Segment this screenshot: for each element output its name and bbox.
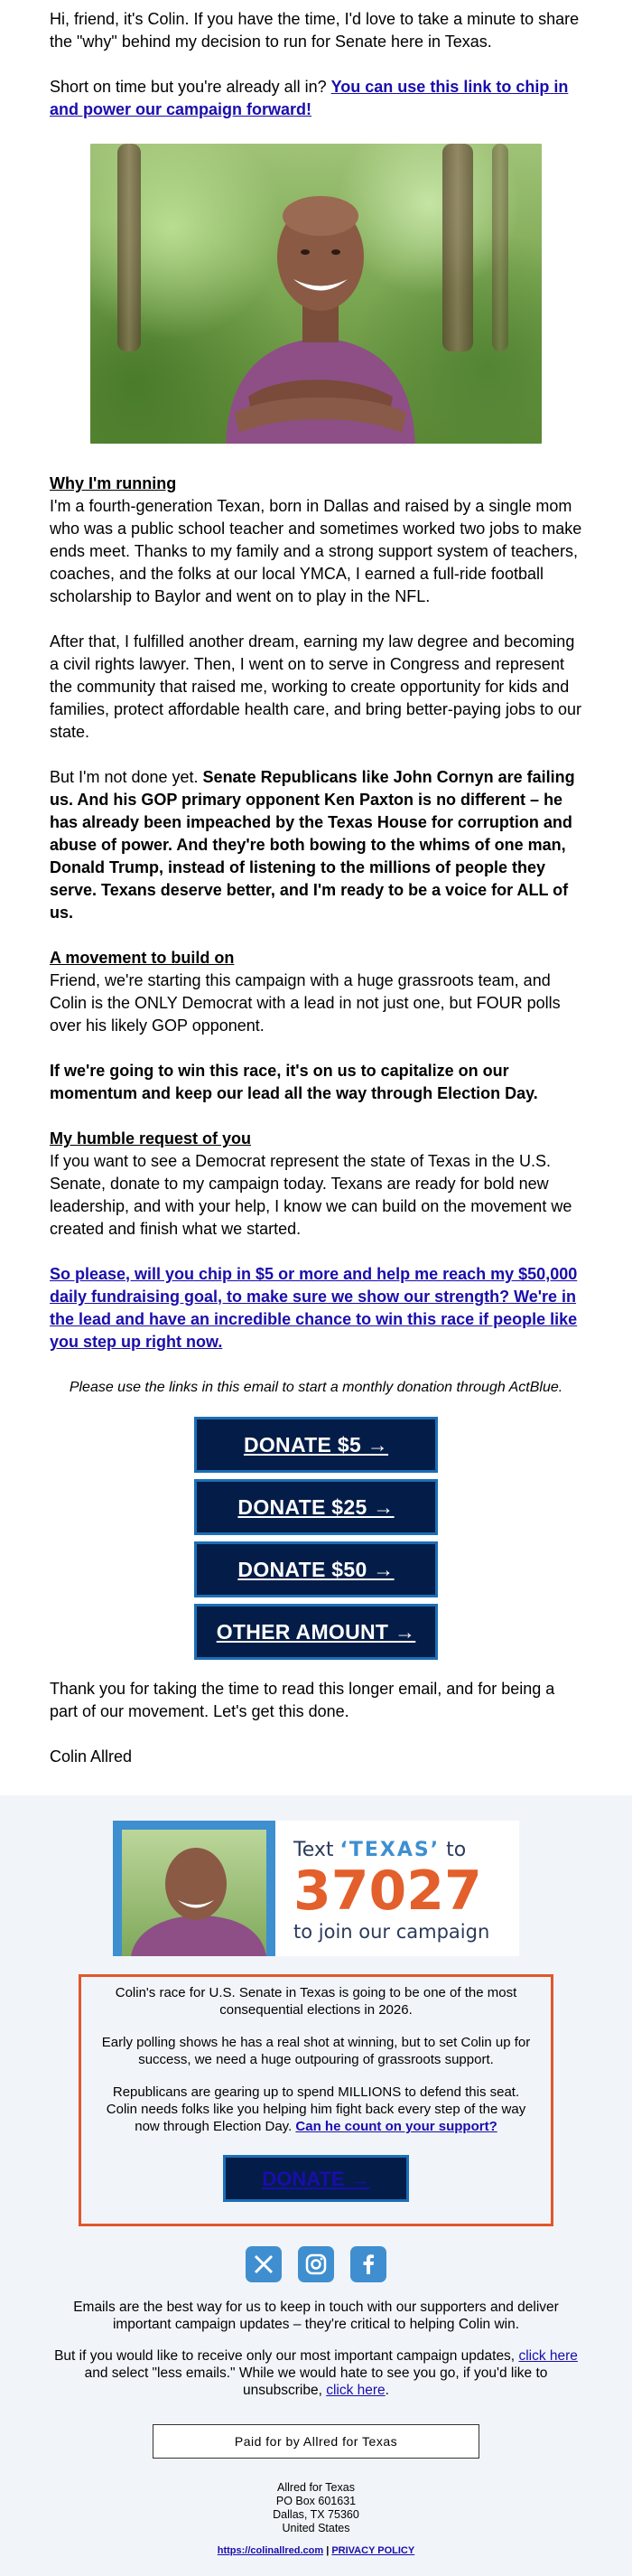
unsubscribe-link[interactable]: click here — [326, 2383, 386, 2398]
fine-paragraph-2-suffix: and select "less emails." While we would hate to see you go, if you'd like to unsubscribe, — [84, 2365, 548, 2398]
text-to-join-banner[interactable] — [113, 1821, 519, 1956]
why-paragraph-3-bold: Senate Republicans like John Cornyn are failing us. And his GOP primary opponent Ken Paxton is no different – he has already been impeached by the Texas House for corruption and abuse of power. And they're both bowing to the whims of one man, Donald Trump, instead of listening to the millions of people they serve. Texans deserve better, and I'm ready to be a voice for ALL of us. — [50, 768, 575, 922]
intro-text: Hi, friend, it's Colin. If you have the time, I'd love to take a minute to share the "why" behind my decision to run for Senate here in Texas. — [50, 10, 580, 51]
fine-paragraph-1: Emails are the best way for us to keep in touch with our supporters and deliver important campaign updates – they're critical to helping Colin win. — [73, 2300, 559, 2332]
instagram-icon[interactable] — [298, 2246, 334, 2282]
website-link[interactable]: https://colinallred.com — [217, 2545, 324, 2556]
why-paragraph-1: I'm a fourth-generation Texan, born in Dallas and raised by a single mom who was a public school teacher and sometimes worked two jobs to make ends meet. Thanks to my family and a strong support system of teachers, coaches, and the folks at our local YMCA, I earned a full-ride football scholarship to Baylor and went on to play in the NFL. — [50, 497, 582, 605]
request-section — [50, 1128, 582, 1241]
promo-shortcode: 37027 — [293, 1859, 482, 1923]
why-paragraph-3-lead: But I'm not done yet. — [50, 768, 199, 786]
x-icon[interactable] — [246, 2246, 282, 2282]
social-links — [0, 2246, 632, 2282]
donate-5-button[interactable]: DONATE $5 → — [194, 1417, 438, 1473]
signature: Colin Allred — [50, 1747, 133, 1766]
notice-paragraph-1: Colin's race for U.S. Senate in Texas is going to be one of the most consequential elections in 2026. — [115, 1985, 517, 2018]
support-link[interactable]: Can he count on your support? — [295, 2119, 497, 2134]
momentum-bold-text: If we're going to win this race, it's on us to capitalize on our momentum and keep our lead all the way through Election Day. — [50, 1062, 538, 1102]
hero-photo — [90, 144, 542, 444]
ask-link[interactable]: So please, will you chip in $5 or more and help me reach my $50,000 daily fundraising goal, to make sure we show our strength? We're in the lead and have an incredible chance to win this race if people like you step up right now. — [50, 1265, 578, 1351]
chip-in-link[interactable]: You can use this link to chip in and power our campaign forward! — [50, 78, 569, 118]
candidate-portrait — [217, 180, 424, 444]
footer-fine-print — [45, 2299, 587, 2399]
promo-suffix: to — [440, 1839, 467, 1861]
notice-paragraph-3 — [99, 2084, 533, 2135]
donate-button-list — [50, 1417, 582, 1660]
paid-for-disclaimer: Paid for by Allred for Texas — [153, 2424, 479, 2459]
request-paragraph: If you want to see a Democrat represent the state of Texas in the U.S. Senate, donate to my campaign today. Texans are ready for bold new leadership, and with your help, I know we can build on the movement we created and finish what we started. — [50, 1152, 572, 1238]
link-separator: | — [326, 2545, 330, 2556]
momentum-paragraph — [50, 1060, 582, 1105]
privacy-policy-link[interactable]: PRIVACY POLICY — [331, 2545, 415, 2556]
movement-section — [50, 947, 582, 1037]
email-footer — [0, 1795, 632, 2576]
ask-paragraph — [50, 1263, 582, 1354]
why-paragraph-3 — [50, 766, 582, 924]
promo-line-3: to join our campaign — [293, 1921, 490, 1943]
less-emails-link[interactable]: click here — [518, 2348, 578, 2364]
address-line: Allred for Texas — [277, 2481, 355, 2494]
address-line: United States — [282, 2522, 350, 2534]
short-on-time-paragraph — [50, 76, 582, 121]
address-line: Dallas, TX 75360 — [273, 2508, 359, 2521]
donate-25-button[interactable]: DONATE $25 → — [194, 1479, 438, 1535]
why-paragraph-2: After that, I fulfilled another dream, earning my law degree and becoming a civil rights lawyer. Then, I went on to serve in Congress and represent the community that raised me, working to create opportunity for kids and families, protect affordable health care, and bring better-paying jobs to our state. — [50, 632, 582, 741]
facebook-icon[interactable] — [350, 2246, 386, 2282]
address-line: PO Box 601631 — [275, 2495, 357, 2507]
notice-paragraph-2: Early polling shows he has a real shot at winning, but to set Colin up for success, we need a huge outpouring of grassroots support. — [101, 2035, 531, 2067]
movement-paragraph: Friend, we're starting this campaign with a huge grassroots team, and Colin is the ONLY Democrat with a lead in not just one, but FOUR polls over his likely GOP opponent. — [50, 971, 561, 1035]
monthly-donation-note: Please use the links in this email to start a monthly donation through ActBlue. — [69, 1380, 563, 1395]
donate-other-amount-button[interactable]: OTHER AMOUNT → — [194, 1604, 438, 1660]
campaign-notice-box — [79, 1974, 553, 2226]
promo-text — [275, 1821, 519, 1956]
mailing-address — [0, 2481, 632, 2558]
promo-prefix: Text — [293, 1839, 340, 1861]
notice-donate-button[interactable]: DONATE → — [223, 2155, 409, 2202]
why-heading: Why I'm running — [50, 474, 177, 492]
movement-heading: A movement to build on — [50, 949, 235, 967]
promo-keyword: ‘TEXAS’ — [339, 1839, 441, 1861]
fine-paragraph-2: But if you would like to receive only our most important campaign updates, click here and select "less emails." While we would hate to see you go, if you'd like to unsubscribe, click here. — [54, 2348, 578, 2398]
request-heading: My humble request of you — [50, 1129, 252, 1147]
why-section — [50, 473, 582, 608]
thanks-paragraph: Thank you for taking the time to read this longer email, and for being a part of our movement. Let's get this done. — [50, 1680, 555, 1720]
fine-paragraph-2-prefix: But if you would like to receive only our most important campaign updates, — [54, 2348, 516, 2364]
donate-50-button[interactable]: DONATE $50 → — [194, 1541, 438, 1597]
promo-line-1 — [293, 1839, 519, 1861]
short-on-time-text: Short on time but you're already all in? — [50, 78, 327, 96]
notice-paragraph-3-text: Republicans are gearing up to spend MILLIONS to defend this seat. Colin needs folks like you helping him fight back every step of the way now through Election Day. — [106, 2084, 526, 2134]
promo-photo — [113, 1821, 275, 1956]
promo-portrait — [122, 1830, 266, 1956]
